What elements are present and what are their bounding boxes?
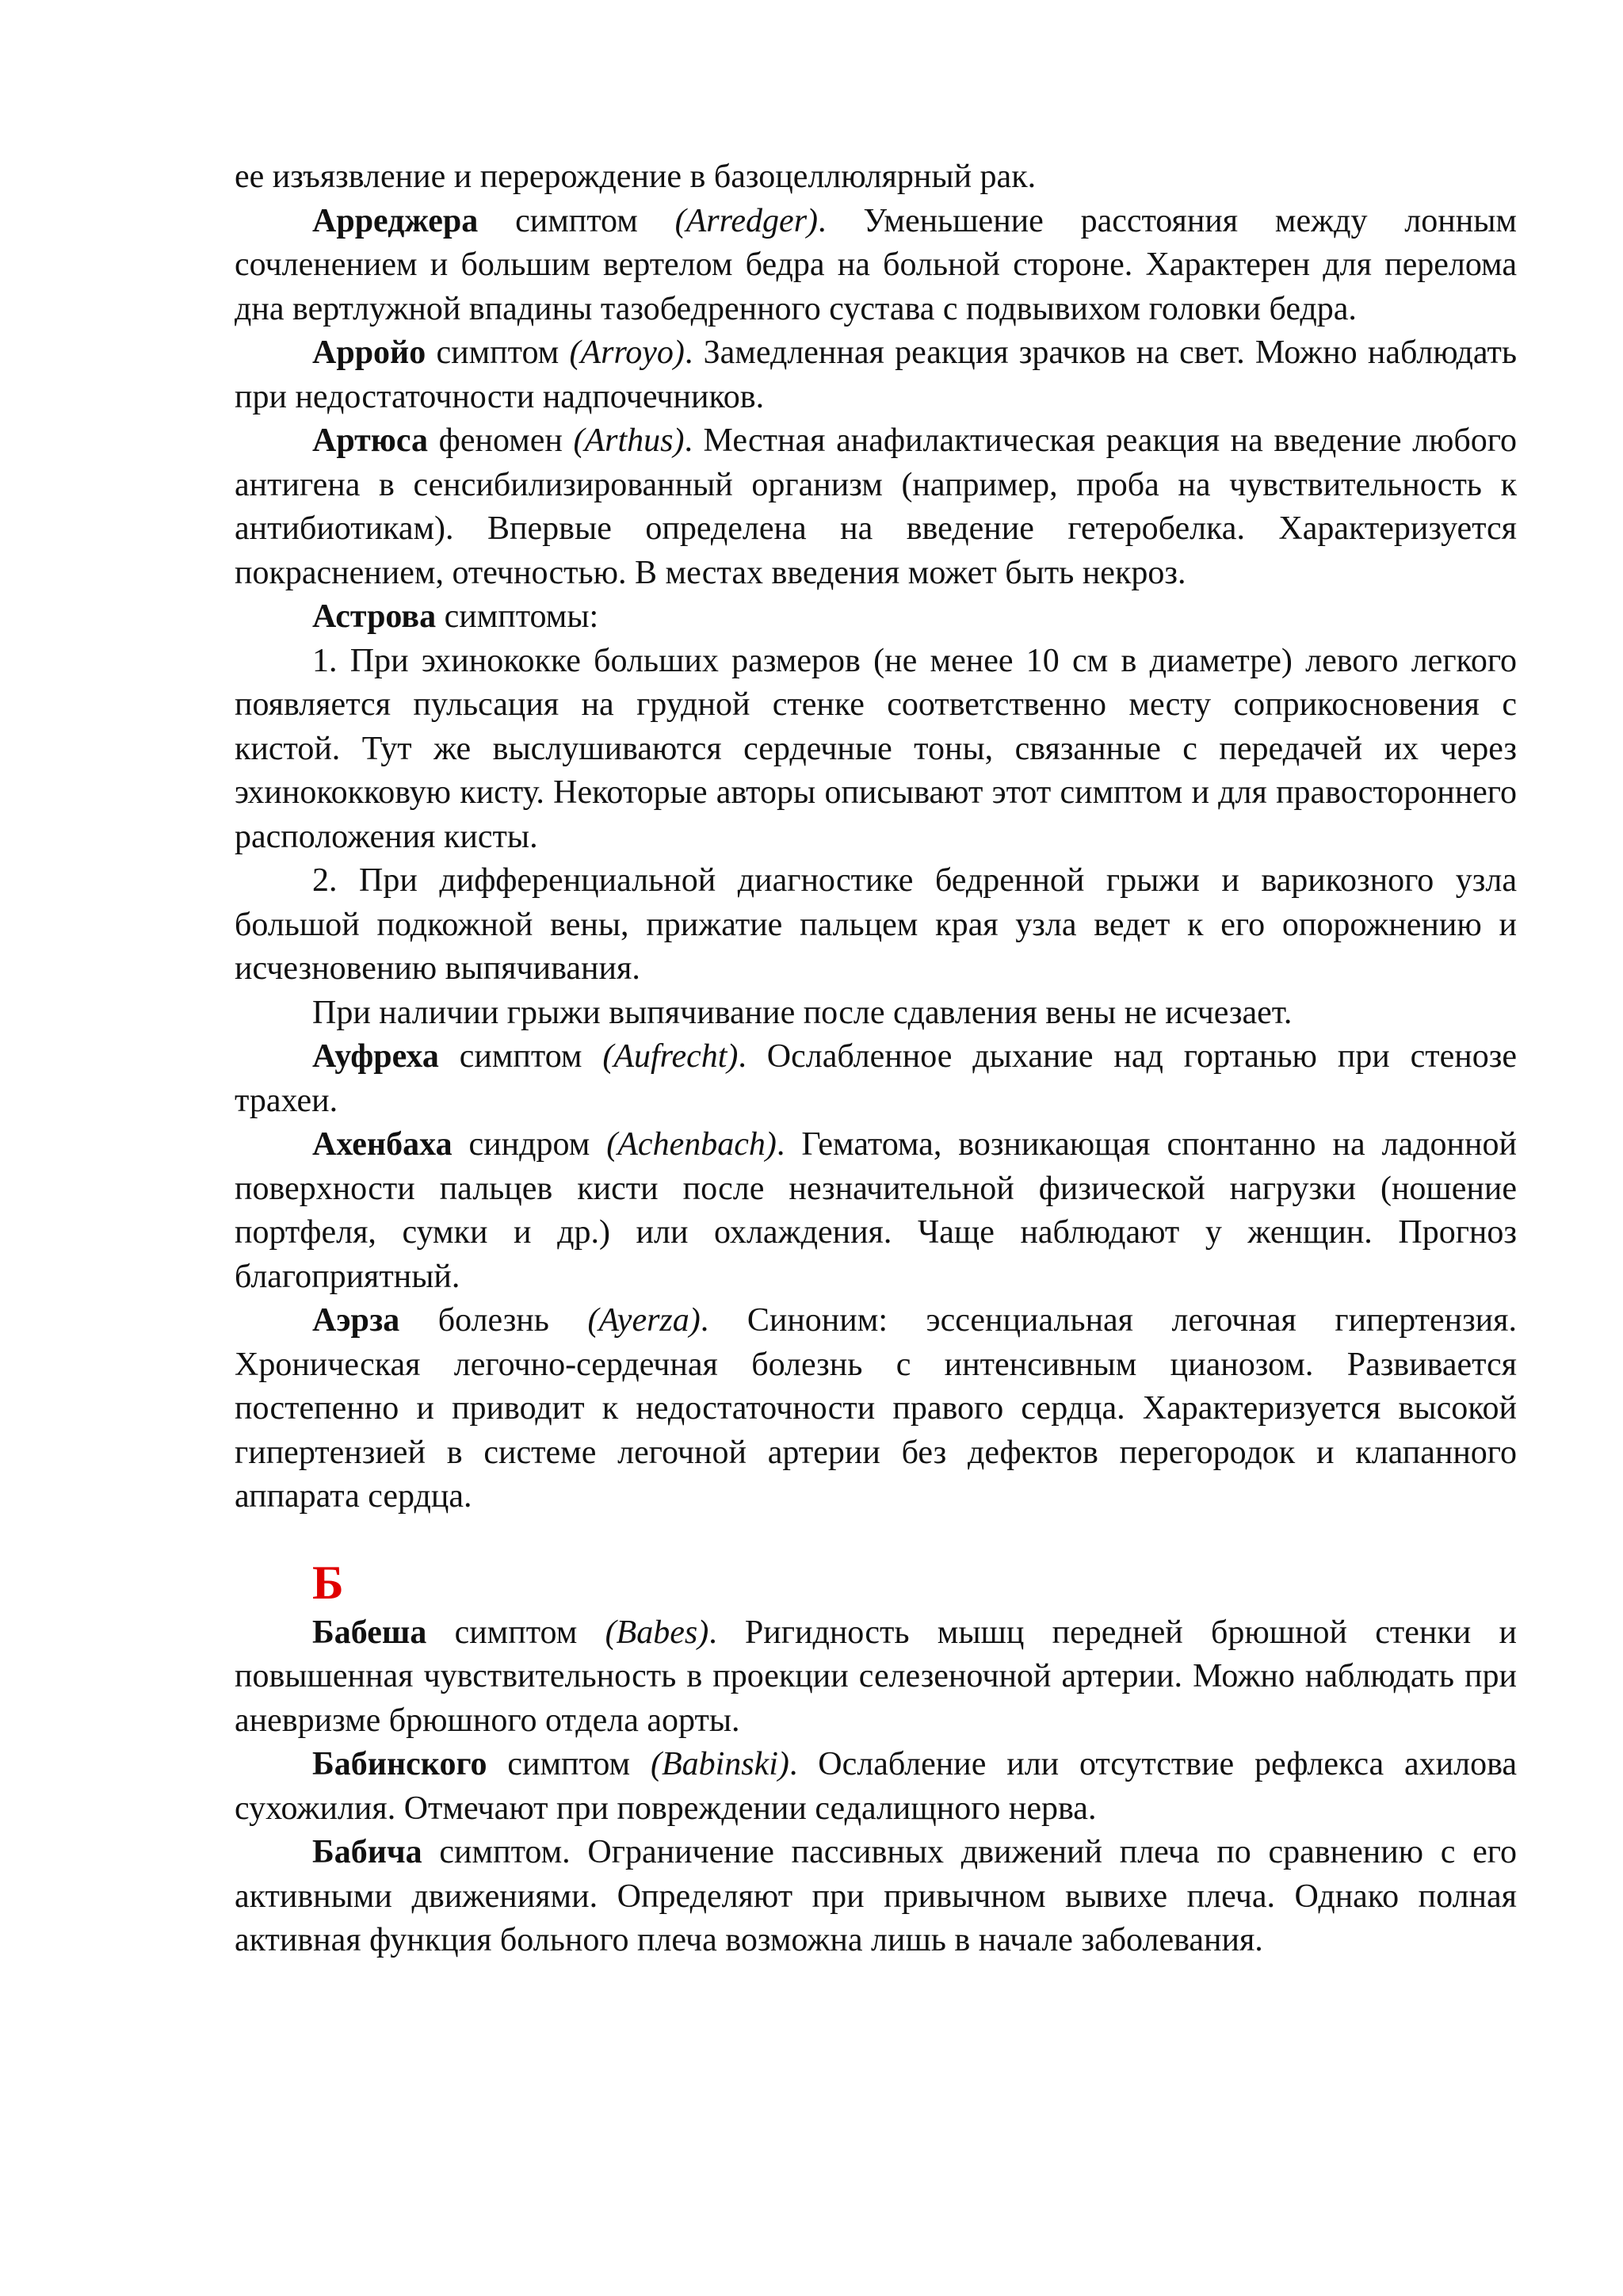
entry-paragraph (235, 1611, 1517, 1744)
entry-term: Арреджера (312, 202, 479, 239)
entry-latin-name: (Babinski) (650, 1746, 789, 1782)
entry-paragraph (235, 155, 1517, 200)
entry-latin-name: (Arthus) (573, 422, 685, 459)
entry-term: Аэрза (312, 1302, 400, 1339)
entry-description: 1. При эхинококке больших размеров (не менее 10 см в диаметре) левого легкого появляется пульсация на грудной стенке соответственно месту соприкосновения с кистой. Тут же выслушиваются сердечные тоны, связанные с передачей их через эхинококковую кисту. Некоторые авторы описывают этот симптом и для правостороннего расположения кисты. (235, 642, 1517, 855)
entry-latin-name: (Ayerza) (587, 1302, 701, 1339)
entry-latin-name: (Arredger) (674, 202, 819, 239)
entry-paragraph (235, 419, 1517, 595)
entry-latin-name: (Arroyo) (569, 334, 685, 371)
section-letter-heading: Б (312, 1556, 344, 1609)
entry-term: Ахенбаха (312, 1126, 453, 1163)
entry-description: ее изъязвление и перерождение в базоцеллюлярный рак. (235, 159, 1037, 195)
entry-description: . Местная анафилактическая реакция на введение любого антигена в сенсибилизированный организм (например, проба на чувствительность к антибиотикам). Впервые определена на введение гетеробелка. Характеризуется покраснением, отечностью. В местах введения может быть некроз. (235, 422, 1517, 591)
entry-term: Ауфреха (312, 1038, 439, 1075)
entry-text: симптом (478, 202, 675, 239)
entry-description: . Замедленная реакция зрачков на свет. Можно наблюдать при недостаточности надпочечников. (235, 334, 1517, 415)
entry-term: Бабича (312, 1834, 422, 1870)
entry-paragraph (235, 595, 1517, 640)
entry-description: . Синоним: эссенциальная легочная гипертензия. Хроническая легочно-сердечная болезнь с интенсивным цианозом. Развивается постепенно и приводит к недостаточности правого сердца. Характеризуется высокой гипертензией в системе легочной артерии без дефектов перегородок и клапанного аппарата сердца. (235, 1302, 1517, 1515)
entry-text: симптом. Ограничение пассивных движений плеча по сравнению с его активными движениями. Определяют при привычном вывихе плеча. Однако полная активная функция больного плеча возможна лишь в начале заболевания. (235, 1834, 1517, 1958)
entry-description: При наличии грыжи выпячивание после сдавления вены не исчезает. (312, 994, 1293, 1031)
entry-paragraph (235, 200, 1517, 332)
entry-paragraph (235, 1831, 1517, 1963)
entry-latin-name: (Aufrecht) (602, 1038, 739, 1075)
entry-latin-name: (Achenbach) (606, 1126, 777, 1163)
entry-paragraph (235, 859, 1517, 991)
entry-paragraph (235, 1299, 1517, 1519)
entry-paragraph (235, 991, 1517, 1036)
entry-description: . Ригидность мышц передней брюшной стенки и повышенная чувствительность в проекции селезеночной артерии. Можно наблюдать при аневризме брюшного отдела аорты. (235, 1614, 1517, 1739)
entry-text: болезнь (399, 1302, 588, 1339)
entry-description: . Ослабленное дыхание над гортанью при стенозе трахеи. (235, 1038, 1517, 1119)
entry-description: 2. При дифференциальной диагностике бедренной грыжи и варикозного узла большой подкожной вены, прижатие пальцем края узла ведет к его опорожнению и исчезновению выпячивания. (235, 862, 1517, 987)
entry-text: симптом (426, 1614, 605, 1651)
document-page (235, 155, 1517, 1963)
entry-text: симптомы: (436, 598, 599, 635)
entry-term: Артюса (312, 422, 429, 459)
entry-latin-name: (Babes) (605, 1614, 709, 1651)
entries-section-a (235, 155, 1517, 1519)
entry-paragraph (235, 1035, 1517, 1123)
entry-text: симптом (426, 334, 570, 371)
entry-term: Бабинского (312, 1746, 487, 1782)
entry-paragraph (235, 1123, 1517, 1299)
entry-description: . Уменьшение расстояния между лонным сочленением и большим вертелом бедра на больной стороне. Характерен для перелома дна вертлужной впадины тазобедренного сустава с подвывихом головки бедра. (235, 202, 1517, 327)
entry-text: феномен (428, 422, 574, 459)
entry-text: синдром (452, 1126, 607, 1163)
entries-section-b (235, 1611, 1517, 1963)
entry-paragraph (235, 1743, 1517, 1831)
entry-paragraph (235, 331, 1517, 419)
entry-term: Бабеша (312, 1614, 427, 1651)
entry-term: Арройо (312, 334, 426, 371)
entry-description: . Ослабление или отсутствие рефлекса ахилова сухожилия. Отмечают при повреждении седалищного нерва. (235, 1746, 1517, 1827)
entry-description: . Гематома, возникающая спонтанно на ладонной поверхности пальцев кисти после незначительной физической нагрузки (ношение портфеля, сумки и др.) или охлаждения. Чаще наблюдают у женщин. Прогноз благоприятный. (235, 1126, 1517, 1295)
entry-paragraph (235, 640, 1517, 860)
entry-text: симптом (487, 1746, 651, 1782)
entry-term: Астрова (312, 598, 437, 635)
entry-text: симптом (438, 1038, 603, 1075)
